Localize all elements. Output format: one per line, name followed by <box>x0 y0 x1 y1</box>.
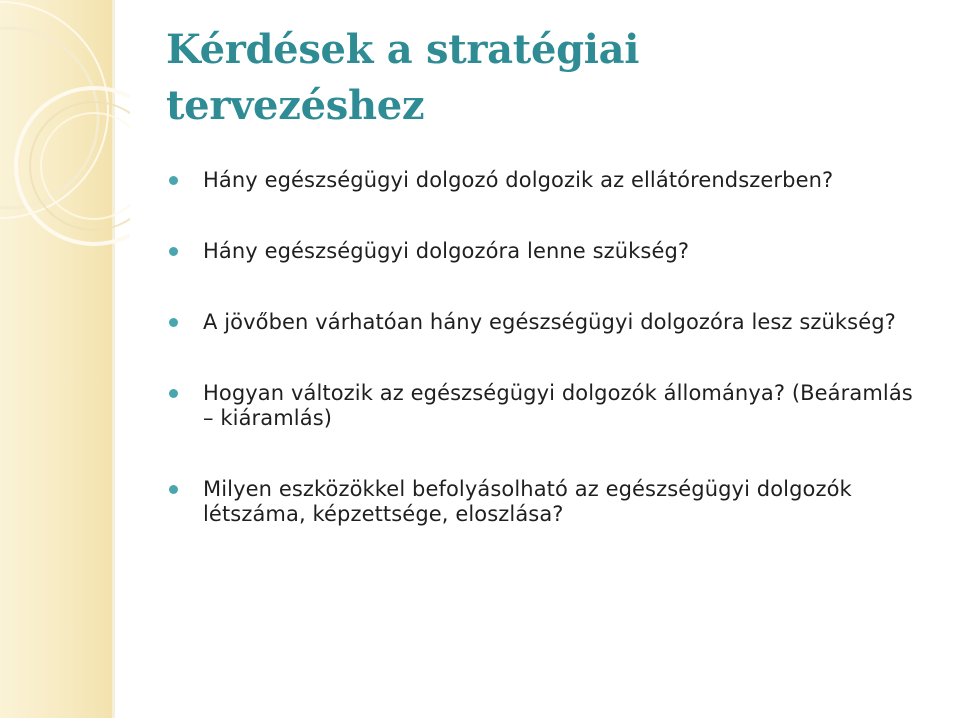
slide-title <box>166 22 639 134</box>
bullet-icon <box>169 247 178 256</box>
bullet-icon <box>169 176 178 185</box>
question-item-1 <box>169 168 929 193</box>
question-item-2 <box>169 239 929 264</box>
decorative-circles <box>0 0 130 250</box>
bullet-icon <box>169 485 178 494</box>
question-item-3 <box>169 310 929 335</box>
slide-title-line-1: Kérdések a stratégiai <box>166 26 640 73</box>
question-text-4: Hogyan változik az egészségügyi dolgozók állománya? (Beáramlás – kiáramlás) <box>203 381 913 430</box>
question-text-3: A jövőben várhatóan hány egészségügyi dolgozóra lesz szükség? <box>203 310 896 334</box>
question-text-5: Milyen eszközökkel befolyásolható az egészségügyi dolgozók létszáma, képzettsége, eloszlása? <box>203 477 852 526</box>
question-item-4 <box>169 381 929 431</box>
question-text-2: Hány egészségügyi dolgozóra lenne szükség? <box>203 239 690 263</box>
bullet-icon <box>169 389 178 398</box>
question-list <box>169 168 929 573</box>
bullet-icon <box>169 318 178 327</box>
question-item-5 <box>169 477 929 527</box>
slide-title-line-2: tervezéshez <box>166 82 425 129</box>
question-text-1: Hány egészségügyi dolgozó dolgozik az ellátórendszerben? <box>203 168 834 192</box>
